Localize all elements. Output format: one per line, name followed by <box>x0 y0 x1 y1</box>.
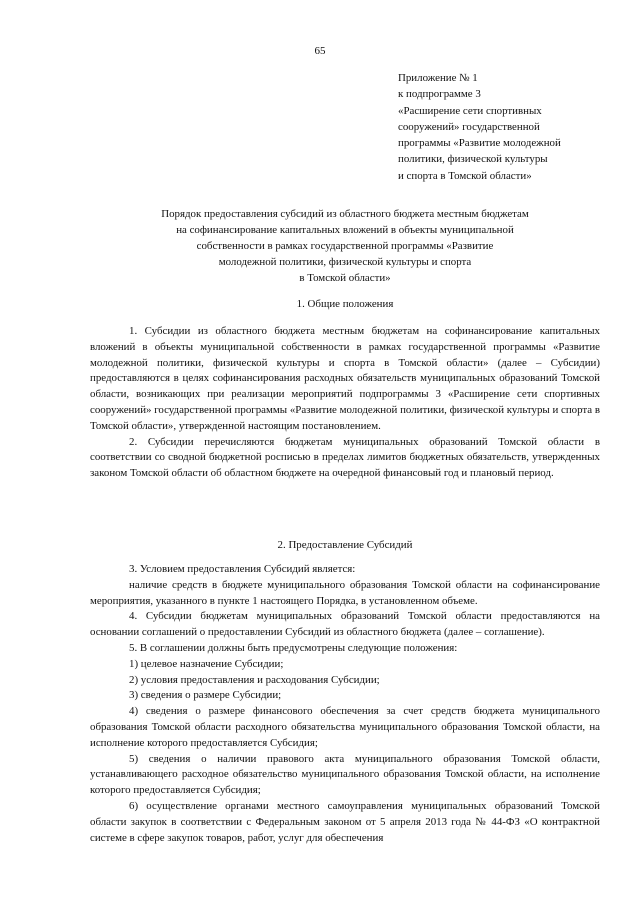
section-2-heading: 2. Предоставление Субсидий <box>277 539 413 551</box>
paragraph: 4. Субсидии бюджетам муниципальных образований Томской области предоставляются на основании соглашений о предоставлении Субсидий из областного бюджета (далее – соглашение). <box>90 610 600 639</box>
list-item: 6) осуществление органами местного самоуправления муниципальных образований Томской области закупок в соответствии с Федеральным законом от 5 апреля 2013 года № 44-ФЗ «О контрактной системе в сфере закупок товаров, работ, услуг для обеспечения <box>90 799 600 844</box>
annex-line: программы «Развитие молодежной <box>398 137 561 150</box>
annex-line: политики, физической культуры <box>398 153 548 166</box>
section-1-body <box>90 324 600 482</box>
title-line: собственности в рамках государственной программы «Развитие <box>196 240 494 252</box>
annex-line: сооружений» государственной <box>398 120 540 133</box>
paragraph: 5. В соглашении должны быть предусмотрены следующие положения: <box>129 641 458 654</box>
title-line: на софинансирование капитальных вложений в объекты муниципальной <box>176 224 514 236</box>
section-2-body <box>90 562 600 846</box>
paragraph: наличие средств в бюджете муниципального образования Томской области на софинансирование мероприятия, указанного в пункте 1 настоящего Порядка, в установленном объеме. <box>90 578 600 607</box>
annex-line: «Расширение сети спортивных <box>398 104 542 117</box>
list-item: 3) сведения о размере Субсидии; <box>129 689 282 702</box>
list-item: 4) сведения о размере финансового обеспечения за счет средств бюджета муниципального образования Томской области расходного обязательства муниципального образования Томской области, на исполнение которого предоставляется Субсидия; <box>90 705 600 749</box>
list-item: 2) условия предоставления и расходования Субсидии; <box>129 673 380 686</box>
title-line: молодежной политики, физической культуры и спорта <box>218 256 472 268</box>
list-item: 5) сведения о наличии правового акта муниципального образования Томской области, устанавливающего расходное обязательство муниципального образования Томской области, на исполнение которого предоставляется Субсидия; <box>90 752 600 797</box>
page-number: 65 <box>314 45 326 57</box>
paragraph: 2. Субсидии перечисляются бюджетам муниципальных образований Томской области в соответствии со сводной бюджетной росписью в пределах лимитов бюджетных обязательств, утвержденных законом Томской области об областном бюджете на очередной финансовый год и плановый период. <box>90 435 600 480</box>
annex-line: Приложение № 1 <box>398 72 478 84</box>
title-line: Порядок предоставления субсидий из областного бюджета местным бюджетам <box>161 208 529 220</box>
annex-line: и спорта в Томской области» <box>398 169 532 182</box>
section-1-heading: 1. Общие положения <box>296 298 394 310</box>
document-title <box>90 206 600 286</box>
annex-line: к подпрограмме 3 <box>398 88 481 101</box>
annex-block <box>398 70 628 184</box>
title-line: в Томской области» <box>299 272 391 284</box>
list-item: 1) целевое назначение Субсидии; <box>129 657 284 670</box>
paragraph: 3. Условием предоставления Субсидий является: <box>129 563 356 575</box>
paragraph: 1. Субсидии из областного бюджета местным бюджетам на софинансирование капитальных вложений в объекты муниципальной собственности в рамках государственной программы «Развитие молодежной политики, физической культуры и спорта в Томской области» (далее – Субсидии) предоставляются в целях софинансирования расходных обязательств муниципальных образований Томской области, возникающих при реализации мероприятий подпрограммы 3 «Расширение сети спортивных сооружений» государственной программы «Развитие молодежной политики, физической культуры и спорта в Томской области», утвержденной настоящим постановлением. <box>90 325 600 432</box>
